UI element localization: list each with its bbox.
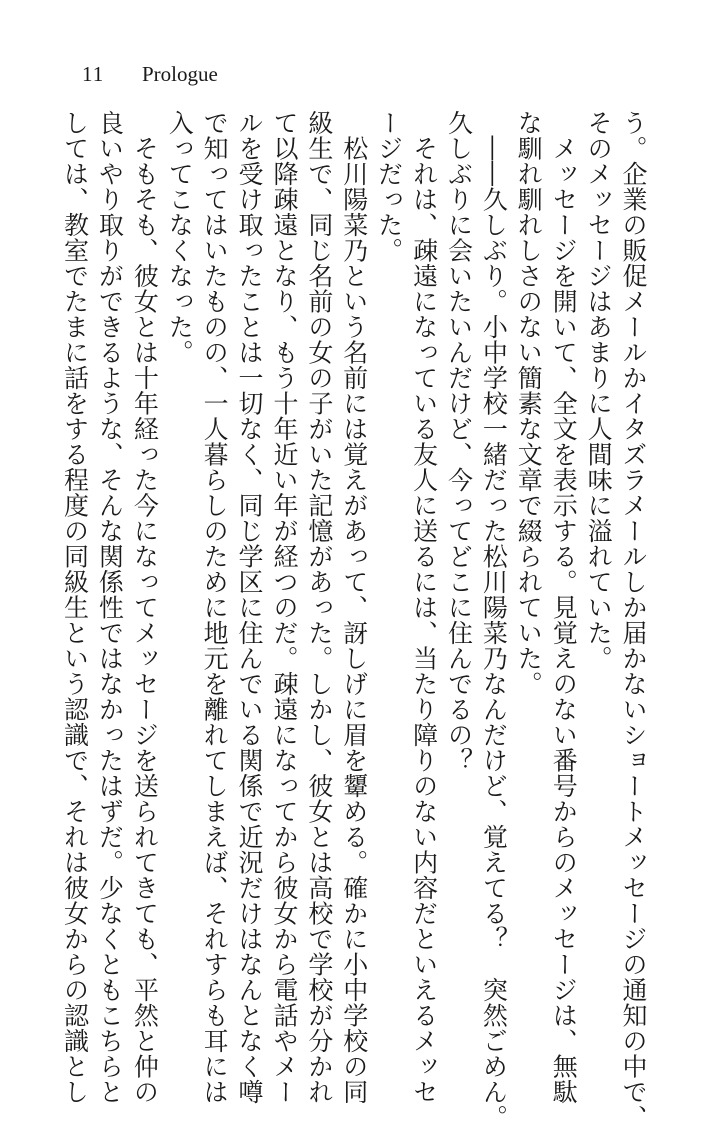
page-number: 11 <box>82 62 105 86</box>
vertical-body-text: う。企業の販促メールかイタズラメールしか届かないショートメッセージの通知の中で、 そのメッセージはあまりに人間味に溢れていた。 メッセージを開いて、全文を表示する。見覚えのない番号からのメッセージは、無駄 な馴れ馴れしさのない簡素な文章で綴られていた。 ――久しぶり。小中学校一緒だった松川陽菜乃なんだけど、覚えてる？ 突然ごめん。 久しぶりに会いたいんだけど、今ってどこに住んでるの？ それは、疎遠になっている友人に送るには、当たり障りのない内容だといえるメッセ ージだった。 松川陽菜乃という名前には覚えがあって、訝しげに眉を顰める。確かに小中学校の同 級生で、同じ名前の女の子がいた記憶があった。しかし、彼女とは高校で学校が分かれ て以降疎遠となり、もう十年近い年が経つのだ。疎遠になってから彼女から電話やメー ルを受け取ったことは一切なく、同じ学区に住んでいる関係で近況だけはなんとなく噂 で知ってはいたものの、一人暮らしのために地元を離れてしまえば、それすらも耳には 入ってこなくなった。 そもそも、彼女とは十年経った今になってメッセージを送られてきても、平然と仲の 良いやり取りができるような、そんな関係性ではなかったはずだ。少なくともこちらと しては、教室でたまに話をする程度の同級生という認識で、それは彼女からの認識とし <box>60 110 648 1130</box>
chapter-title: Prologue <box>142 62 218 86</box>
page-header <box>0 0 727 110</box>
